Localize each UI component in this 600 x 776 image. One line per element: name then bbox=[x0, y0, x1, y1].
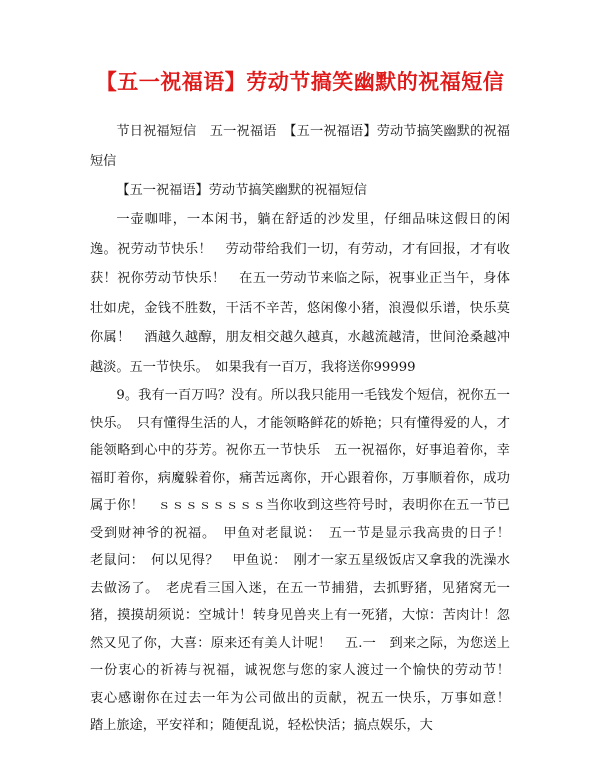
document-title: 【五一祝福语】劳动节搞笑幽默的祝福短信 bbox=[95, 70, 505, 94]
paragraph-greetings-1: 一壶咖啡，一本闲书，躺在舒适的沙发里，仔细品味这假日的闲逸。祝劳动节快乐！ 劳动带给我们一切，有劳动，才有回报，才有收获！祝你劳动节快乐！ 在五一劳动节来临之际，祝事业正当午，身体壮如虎，金钱不胜数，干活不辛苦，悠闲像小猪，浪漫似乐谱，快乐莫你属！ 酒越久越醇，朋友相交越久越真，水越流越清，世间沧桑越冲越淡。五一节快乐。 如果我有一百万，我将送你99999 bbox=[90, 212, 510, 375]
paragraph-intro: 节日祝福短信 五一祝福语 【五一祝福语】劳动节搞笑幽默的祝福短信 bbox=[90, 124, 510, 169]
paragraph-subtitle: 【五一祝福语】劳动节搞笑幽默的祝福短信 bbox=[116, 183, 367, 198]
paragraph-greetings-2: 9。我有一百万吗？没有。所以我只能用一毛钱发个短信，祝你五一快乐。 只有懂得生活的人，才能领略鲜花的娇艳；只有懂得爱的人，才能领略到心中的芬芳。祝你五一节快乐 五一祝福你，好事追着你，幸福盯着你，病魔躲着你，痛苦远离你，开心跟着你，万事顺着你，成功属于你！ ｓｓｓｓｓｓｓｓ当你收到这些符号时，表明你在五一节已受到财神爷的祝福。 甲鱼对老鼠说： 五一节是显示我高贵的日子！ 老鼠问： 何以见得？ 甲鱼说： 刚才一家五星级饭店又拿我的洗澡水去做汤了。 老虎看三国入迷，在五一节捕猎，去抓野猪，见猪窝无一猪，摸摸胡须说：空城计！转身见兽夹上有一死猪，大惊：苦肉计！忽然又见了你，大喜：原来还有美人计呢！ 五.一 到来之际，为您送上一份衷心的祈祷与祝福，诚祝您与您的家人渡过一个愉快的劳动节！ 衷心感谢你在过去一年为公司做出的贡献，祝五一快乐，万事如意！ 踏上旅途，平安祥和；随便乱说，轻松快活；搞点娱乐，大 bbox=[90, 388, 524, 733]
document-body bbox=[90, 117, 524, 740]
